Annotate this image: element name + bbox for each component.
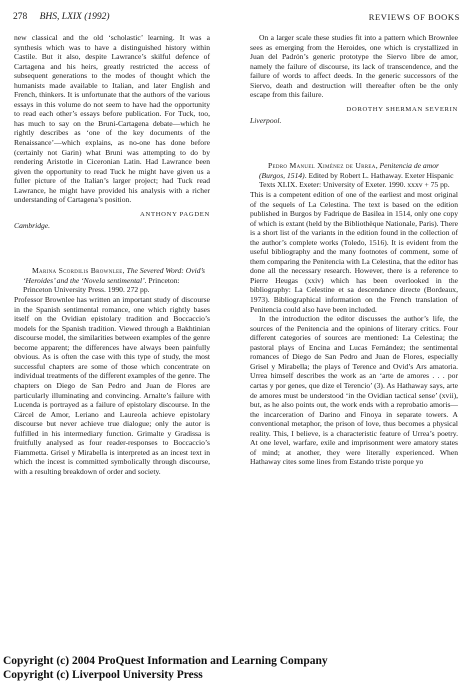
page-header [13,10,460,24]
review3-paragraph: This is a competent edition of one of the earliest and most original of the sequels of La Celestina. The text is based on the edition published in Burgos by Fadrique de Basilea in 1514, only one copy of which is extant (held by the Bibliothèque Nationale, Paris). There is a short list of the variants in the edition found in the collection of the author’s complete works (Toledo, 1516). It is evident from the useful bibliography and the many footnotes of comment, some of them comparing the Penitencia with La Celestina, that the editor has done all the necessary research. However, there is a reference to Pierre Heugas (xxiv) which has been overlooked in the bibliography: La Celestine et sa descendance directe (Bordeaux, 1973). Bibliographical information on the French translation of Penitencia could also have been included. [250,190,458,314]
book-publication: . Edited by Robert L. Hathaway. Exeter Hispanic Texts XLIX. Exeter: University of Exeter. 1990. xxxv + 75 pp. [259,170,454,190]
book-author: Marina Scordilis Brownlee [32,266,123,276]
copyright-notice [3,654,328,682]
review2-continuation: On a larger scale these studies fit into a pattern which Brownlee sees as emerging from the Heroides, one which is crystallized in Juan del Padrón’s generic prototype the Siervo libre de amor, namely the failure of discourse, its lack of transcendence, and the failure of words to affect deeds. In the generic successors of the Siervo, death and destruction will thereafter often be the only escape from this failure. [250,33,458,100]
book-entry: Pedro Manuel Ximénez de Urrea, Penitencia de amor (Burgos, 1514). Edited by Robert L. Hathaway. Exeter Hispanic Texts XLIX. Exeter: University of Exeter. 1990. xxxv + 75 pp. [259,161,454,190]
book-title: Penitencia de amor (Burgos, 1514) [259,161,439,180]
right-column [250,33,458,467]
reviewer-location: Cambridge. [14,220,51,230]
section-title: REVIEWS OF BOOKS [368,12,460,22]
book-publication: . Princeton: Princeton University Press. 1990. 272 pp. [23,275,180,295]
book-title: The Severed Word: Ovid’s ‘Heroides’ and the ‘Novela sentimental’ [23,266,205,285]
review1-continuation: new classical and the old ‘scholastic’ learning. It was a synthesis which was to have a distinguished history within Castile. But it also, despite Lawrance’s skilful defence of Cartagena and his heirs, greatly restricted the access of subsequent generations to the modes of thought which the humanists made available to Italian, and later English and French, thinkers. It is unfortunate that the authors of the various essays in this volume do not seem to have had the opportunity to read each other’s essays before publication. For Tuck, too, has much to say on the Bruni-Cartagena debate—which he rightly describes as ‘one of the key documents of the Renaissance’—which explains, as no-one has done before (certainly not Garin) what Bruni was attempting to do by rendering Aristotle in Ciceronian Latin. Had Lawrance been given the opportunity to read Tuck he might have given us a fuller picture of the Italian’s larger project; had Tuck read Lawrance, he might have provided his analysis with a richer understanding of Cartagena’s position. [14,33,210,205]
review3-paragraph: In the introduction the editor discusses the author’s life, the sources of the Penitencia and the opinions of literary critics. Four different categories of sources are mentioned: La Celestina; the pastoral plays of Encina and Lucas Fernández; the sentimental romances of Diego de San Pedro and Juan de Flores, especially Grisel y Mirabella; the plays of Terence and Ovid’s Ars amatoria. Urrea himself describes the work as an ‘arte de amores . . . por cartas y por genes, que dize el Terencio’ (3). As Hathaway says, arte de amores must be understood ‘in the Ovidian tactical sense’ (xvii), but, as he also points out, the work ends with a reprobatio amoris—the incarceration of Darino and Finoya in separate towers. A conventional metaphor, the prison of love, thus becomes a physical reality. This, I believe, is a characteristic feature of Urrea’s poetry. At one level, warfare, exile and imprisonment were amatory states of mind; at another, they were literally experienced. When Hathaway cites some lines from Estando triste porque yo [250,314,458,467]
copyright-line: Copyright (c) 2004 ProQuest Information and Learning Company [3,655,328,667]
copyright-line: Copyright (c) Liverpool University Press [3,669,203,681]
book-author: Pedro Manuel Ximénez de Urrea [268,161,376,171]
reviewer-signature: ANTHONY PAGDEN [140,210,210,218]
left-column [14,33,210,476]
reviewer-location: Liverpool. [250,115,282,125]
journal-citation: BHS, LXIX (1992) [39,12,110,22]
book-entry: Marina Scordilis Brownlee, The Severed Word: Ovid’s ‘Heroides’ and the ‘Novela sentimental’. Princeton: Princeton University Press. 1990. 272 pp. [23,266,205,295]
review2-body: Professor Brownlee has written an important study of discourse in the Spanish sentimental romance, one which rightly bases itself on the Ovidian epistolary tradition and Boccaccio’s models for the Spanish tradition. Viewed through a Bakhtinian discourse model, the similarities between examples of the genre become apparent; the differences have always been painfully obvious. As is often the case with this type of study, the most successful chapters are some of those which concentrate on individual treatments of the different examples of the genre. The chapters on Diego de San Pedro and Juan de Flores are particularly illuminating and convincing. Arnalte’s failure with Lucenda is portrayed as a failure of epistolary discourse. In the Cárcel de Amor, Leriano and Laureola achieve epistolary discourse but never achieve true dialogue; only the autor is fulfilled in his intermediary function. Grimalte y Gradissa is fruitfully analysed as four reader-responses to Boccaccio’s Fiammetta. Grisel y Mirabella is interpreted as an incest text in which the incest is committed symbolically through discourse, with a resulting breakdown of order and society. [14,295,210,476]
page-number: 278 [13,12,28,22]
header-left [13,10,110,24]
reviewer-signature: DOROTHY SHERMAN SEVERIN [346,105,458,113]
